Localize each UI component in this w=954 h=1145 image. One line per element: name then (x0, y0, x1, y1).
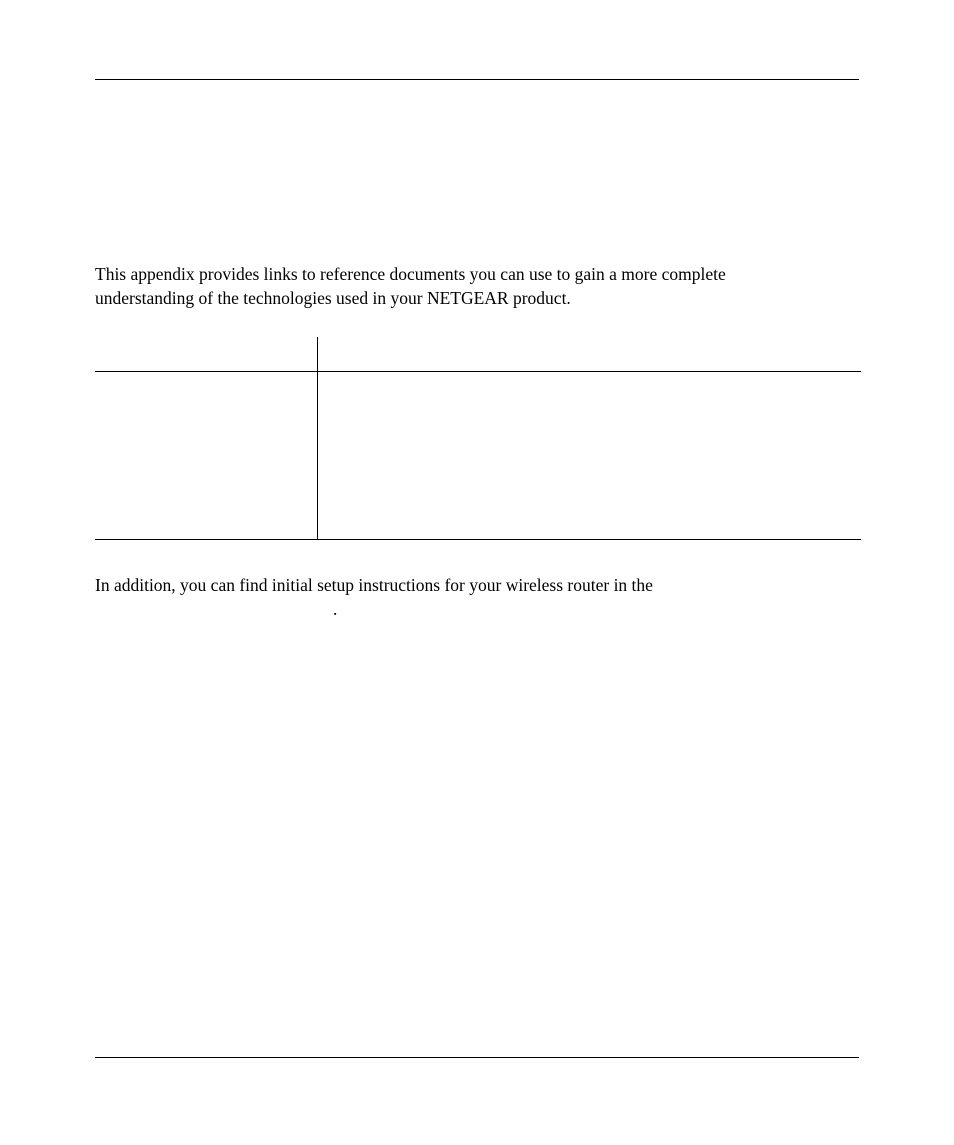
addition-paragraph (95, 573, 859, 597)
intro-paragraph (95, 262, 859, 310)
addition-trailing-period: . (333, 599, 338, 619)
intro-line-2: understanding of the technologies used in your NETGEAR product. (95, 288, 571, 308)
table-column-divider (317, 337, 318, 539)
addition-line-1: In addition, you can find initial setup instructions for your wireless router in the (95, 575, 653, 595)
table-header-rule (95, 371, 861, 372)
reference-table (95, 337, 861, 540)
intro-line-1: This appendix provides links to reference documents you can use to gain a more complete (95, 264, 726, 284)
table-bottom-rule (95, 539, 861, 540)
footer-rule (95, 1057, 859, 1058)
header-rule (95, 79, 859, 80)
